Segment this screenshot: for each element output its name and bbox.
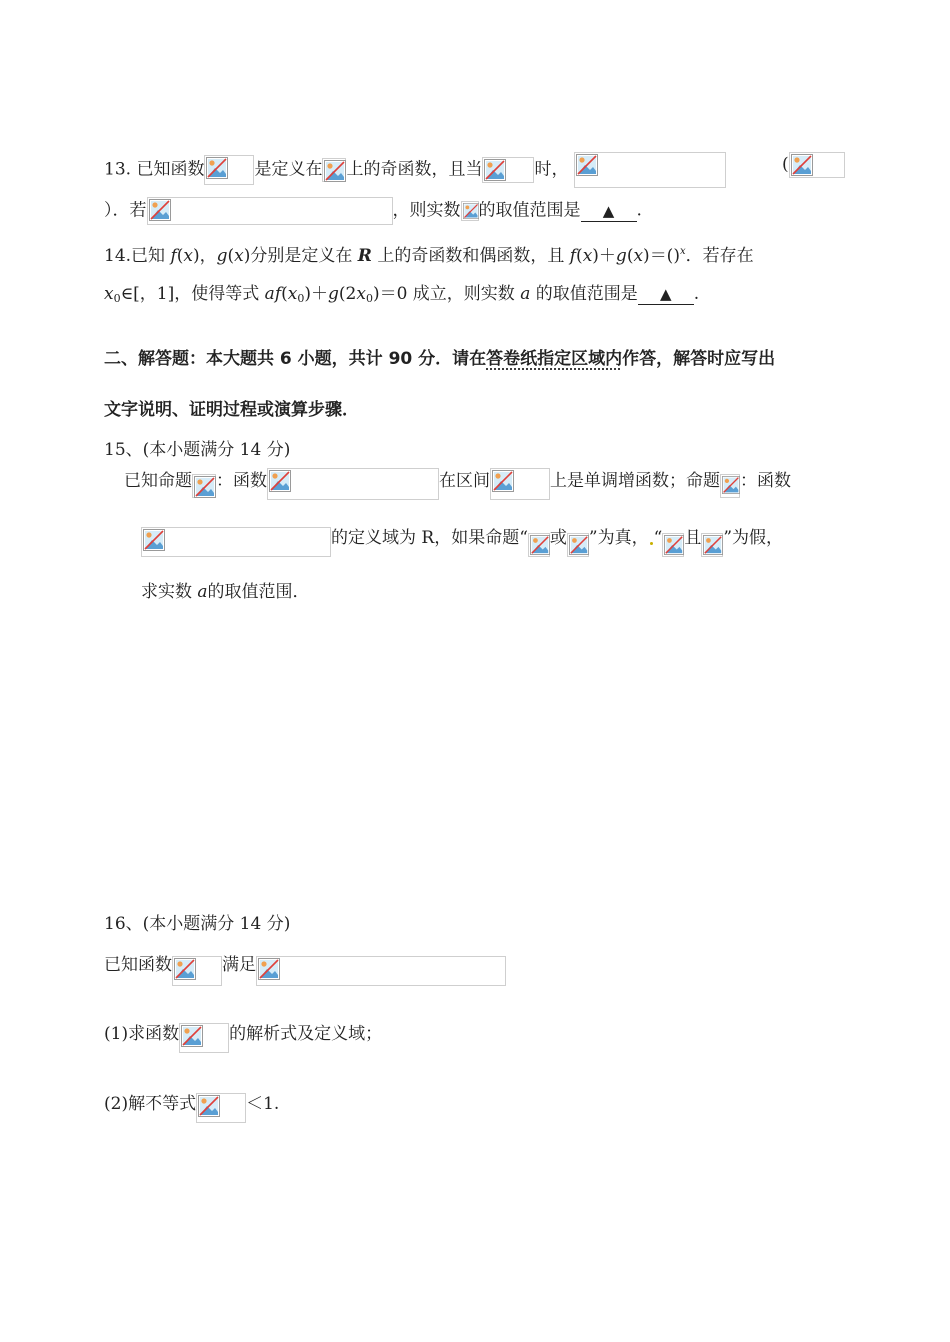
formula-image <box>574 152 726 188</box>
q16-title: 16、(本小题满分 14 分) <box>104 914 291 934</box>
q13-text: 的取值范围是 <box>478 200 581 221</box>
broken-image-icon <box>198 1095 220 1117</box>
q15-text: “ <box>653 528 663 548</box>
formula-image <box>789 152 845 178</box>
math-R: R <box>357 246 372 266</box>
formula-image <box>256 956 506 986</box>
math-x: x <box>582 246 593 266</box>
section-heading <box>104 347 775 371</box>
section-heading-line2: 文字说明、证明过程或演算步骤． <box>104 400 359 420</box>
formula-image <box>204 155 254 185</box>
q13-line2 <box>104 197 642 225</box>
broken-image-icon <box>791 154 813 176</box>
math-a: a <box>264 284 275 304</box>
formula-image <box>147 197 393 225</box>
broken-image-icon <box>269 470 291 492</box>
q15-line3 <box>141 580 310 604</box>
formula-image <box>141 527 331 557</box>
formula-image <box>662 533 684 557</box>
emphasized-text: 答卷纸指定区域内 <box>486 349 623 369</box>
q14-end: . <box>693 284 700 304</box>
q13-number: 13. <box>104 159 132 180</box>
formula-image <box>528 533 550 557</box>
math-sup: x <box>679 246 686 257</box>
broken-image-icon <box>484 159 506 181</box>
answer-blank: ▲ <box>581 201 637 222</box>
q13-text: ，则实数 <box>392 200 461 221</box>
math-g: g <box>327 284 339 304</box>
broken-image-icon <box>174 958 196 980</box>
section-heading-text: 作答，解答时应写出 <box>622 349 776 369</box>
stray-mark <box>650 542 653 545</box>
q16-text: 满足 <box>222 955 256 975</box>
math-eq: ＝() <box>649 246 680 266</box>
broken-image-icon <box>194 476 216 498</box>
formula-image <box>567 533 589 557</box>
q15-text: 且 <box>684 528 702 548</box>
math-2: 2 <box>345 284 357 304</box>
broken-image-icon <box>324 160 346 182</box>
math-a: a <box>197 582 208 602</box>
q13-text: ( <box>782 154 789 175</box>
math-g: g <box>615 246 627 266</box>
q13-text: 时， <box>534 159 569 180</box>
q16-text: (1)求函数 <box>104 1024 180 1044</box>
q14-text: ．若存在 <box>685 246 754 266</box>
q14-text: 分别是定义在 <box>250 246 358 266</box>
q13-text: 上的奇函数，且当 <box>346 159 483 180</box>
q13-text: 已知函数 <box>136 159 205 180</box>
q15-text: ：函数 <box>216 471 267 491</box>
formula-image <box>172 956 222 986</box>
math-x: x <box>234 246 244 266</box>
formula-image <box>179 1023 229 1053</box>
q13-line1-tail <box>782 152 845 178</box>
formula-image <box>720 474 740 498</box>
math-sub: 0 <box>365 292 373 305</box>
q15-text: ”为真， <box>588 528 649 548</box>
broken-image-icon <box>576 154 598 176</box>
math-f: f <box>170 246 177 266</box>
q15-line1 <box>124 468 791 500</box>
math-sub: 0 <box>113 292 121 305</box>
math-x: x <box>287 284 298 304</box>
q16-part2 <box>104 1092 279 1123</box>
q16-text: 已知函数 <box>104 955 172 975</box>
broken-image-icon <box>206 157 228 179</box>
q13-end: . <box>636 200 642 221</box>
q14-text: 上的奇函数和偶函数，且 <box>371 246 570 266</box>
q15-title: 15、(本小题满分 14 分) <box>104 440 291 460</box>
q14-text: ∈[，1]，使得等式 <box>120 284 265 304</box>
q14-text: ＝0 成立，则实数 <box>379 284 521 304</box>
broken-image-icon <box>258 958 280 980</box>
broken-image-icon <box>569 535 589 555</box>
q15-text: 的取值范围． <box>207 582 310 602</box>
q16-text: 的解析式及定义域； <box>229 1024 383 1044</box>
q15-text: 的定义域为 R，如果命题“ <box>331 528 528 548</box>
formula-image <box>196 1093 246 1123</box>
q15-line2 <box>141 526 783 557</box>
broken-image-icon <box>703 535 723 555</box>
q14-text: 的取值范围是 <box>530 284 638 304</box>
q16-line1 <box>104 953 506 986</box>
math-f: f <box>274 284 282 304</box>
q16-text: ＜1. <box>246 1094 280 1114</box>
formula-image <box>267 468 439 500</box>
math-x: x <box>633 246 644 266</box>
broken-image-icon <box>664 535 684 555</box>
q15-text: ：函数 <box>740 471 791 491</box>
broken-image-icon <box>530 535 550 555</box>
q15-text: 或 <box>549 528 567 548</box>
broken-image-icon <box>143 529 165 551</box>
broken-image-icon <box>722 476 740 494</box>
q14-line2: $x_0\in$[，1]，使得等式 $af(x_0)+g(2x_0)=0$ 成立，则实数 a 的取值范围是 ▲ . <box>104 284 700 305</box>
q16-text: (2)解不等式 <box>104 1094 197 1114</box>
math-x0: x <box>104 284 114 304</box>
math-f: f <box>569 246 577 266</box>
q15-text: 已知命题 <box>124 471 192 491</box>
q15-text: 求实数 <box>141 582 198 602</box>
q14-text: 14.已知 <box>104 246 171 266</box>
q15-text: 上是单调增函数；命题 <box>550 471 720 491</box>
math-x: x <box>183 246 193 266</box>
formula-image <box>482 157 534 183</box>
answer-blank: ▲ <box>638 284 694 305</box>
formula-image <box>192 474 216 498</box>
math-x: x <box>356 284 366 304</box>
broken-image-icon <box>492 470 514 492</box>
math-sub: 0 <box>297 292 305 305</box>
q16-part1 <box>104 1022 382 1053</box>
formula-image <box>461 201 479 221</box>
math-g: g <box>216 246 228 266</box>
broken-image-icon <box>149 199 171 221</box>
formula-image <box>322 158 346 182</box>
q15-text: 在区间 <box>439 471 490 491</box>
broken-image-icon <box>181 1025 203 1047</box>
math-a: a <box>520 284 531 304</box>
formula-image <box>490 468 550 500</box>
section-heading-text: 二、解答题：本大题共 6 小题，共计 90 分．请在 <box>104 349 487 369</box>
broken-image-icon <box>463 203 479 219</box>
q13-line1 <box>104 152 726 188</box>
formula-image <box>701 533 723 557</box>
q13-text: 是定义在 <box>254 159 323 180</box>
q14-line1: 14.已知 f(x)，g(x)分别是定义在 R 上的奇函数和偶函数，且 f(x)＋g(x)＝()$^x$．若存在 <box>104 246 754 266</box>
q15-text: ”为假， <box>723 528 784 548</box>
q13-text: ）．若 <box>104 200 147 221</box>
